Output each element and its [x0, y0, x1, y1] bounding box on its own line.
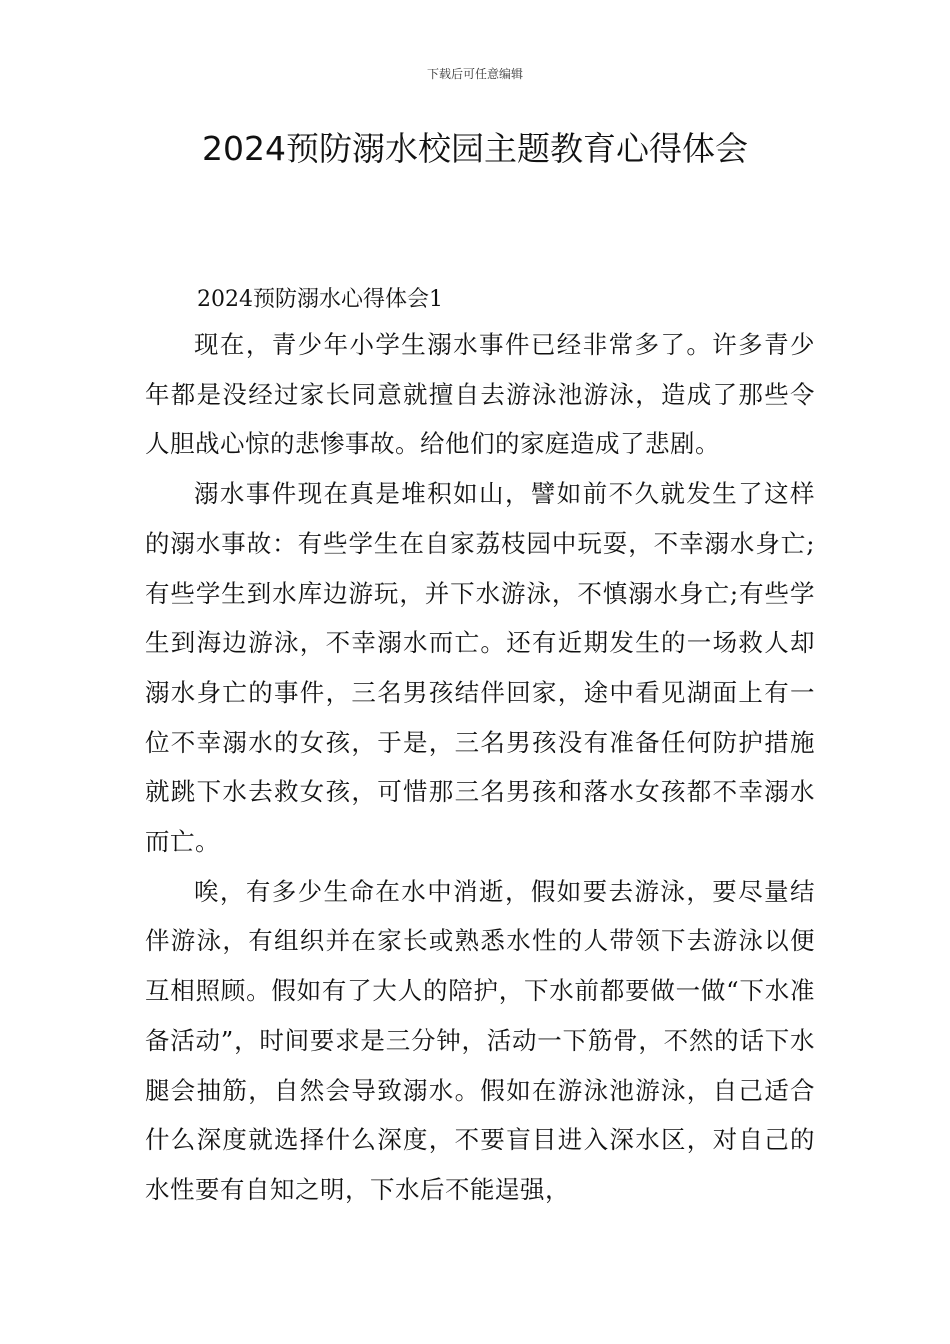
section-heading: 2024预防溺水心得体会1: [197, 287, 443, 312]
document-title: 2024预防溺水校园主题教育心得体会: [202, 129, 748, 168]
paragraph-3: 唉，有多少生命在水中消逝，假如要去游泳，要尽量结伴游泳，有组织并在家长或熟悉水性的人带领下去游泳以便互相照顾。假如有了大人的陪护，下水前都要做一做“下水准备活动”，时间要求是三分钟，活动一下筋骨，不然的话下水腿会抽筋，自然会导致溺水。假如在游泳池游泳，自己适合什么深度就选择什么深度，不要盲目进入深水区，对自己的水性要有自知之明，下水后不能逞强，: [145, 876, 815, 1204]
paragraph-2: 溺水事件现在真是堆积如山，譬如前不久就发生了这样的溺水事故：有些学生在自家荔枝园中玩耍，不幸溺水身亡;有些学生到水库边游玩，并下水游泳，不慎溺水身亡;有些学生到海边游泳，不幸溺水而亡。还有近期发生的一场救人却溺水身亡的事件，三名男孩结伴回家，途中看见湖面上有一位不幸溺水的女孩，于是，三名男孩没有准备任何防护措施就跳下水去救女孩，可惜那三名男孩和落水女孩都不幸溺水而亡。: [145, 479, 815, 857]
paragraph-1: 现在，青少年小学生溺水事件已经非常多了。许多青少年都是没经过家长同意就擅自去游泳池游泳，造成了那些令人胆战心惊的悲惨事故。给他们的家庭造成了悲剧。: [145, 330, 815, 459]
document-body: [145, 279, 815, 1215]
header-note: 下载后可任意编辑: [426, 67, 523, 81]
